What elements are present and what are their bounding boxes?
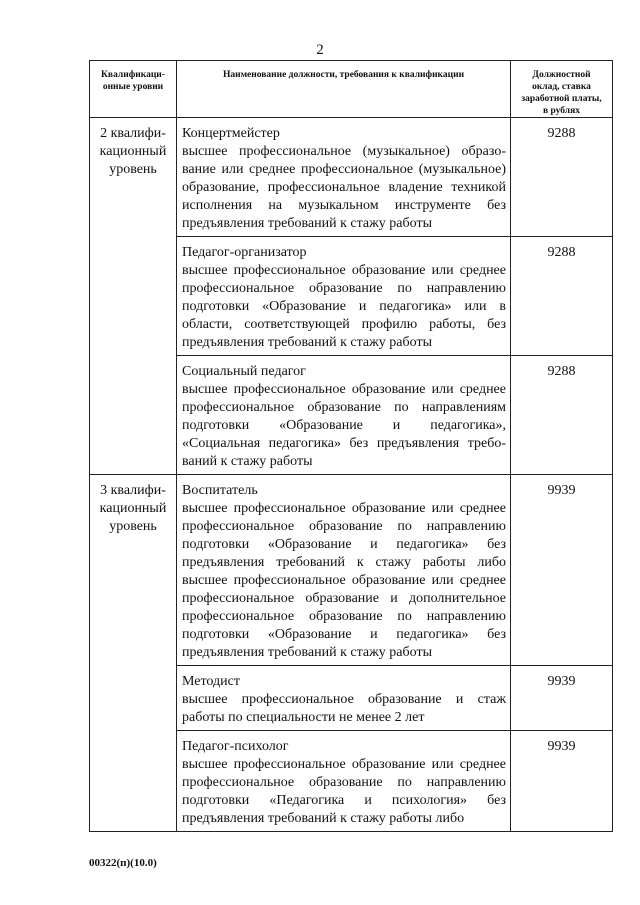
position-requirements: высшее профессиональное образование и стаж работы по специальности не менее 2 лет [182,692,506,725]
document-code: 00322(п)(10.0) [89,857,157,869]
position-cell [177,237,511,356]
position-requirements: высшее профессиональное (музыкальное) образование или среднее профессиональное (музыкальное) образование, профессиональное владение техникой исполнения на музыкальном инструменте без предъявления требований к стажу работы [182,144,506,231]
position-title: Воспитатель [182,483,258,498]
level-cell-3: 3 квалифи- кационный уровень [90,475,177,832]
header-name: Наименование должности, требования к квалификации [177,61,511,118]
position-requirements: высшее профессиональное образование или среднее профессиональное образование по направлению подготовки «Образование и педагогика» без предъявления требований к стажу работы либо высшее профессиональное образование или среднее профессиональное образование и дополнительное профессиональное образование по направлению подготовки «Образование и педагогика» без предъявления требований к стажу работы [182,501,506,660]
table-row [90,475,613,666]
position-title: Методист [182,674,240,689]
position-requirements: высшее профессиональное образование или среднее профессиональное образование по направлениям подготовки «Образование и педагогика», «Социальная педагогика» без предъявления требований к стажу работы [182,382,506,469]
salary-cell: 9288 [511,356,613,475]
table-header-row [90,61,613,118]
page-number: 2 [316,42,324,58]
position-title: Концертмейстер [182,126,280,141]
header-salary: Должностной оклад, ставка заработной платы, в рублях [511,61,613,118]
position-requirements: высшее профессиональное образование или среднее профессиональное образование по направлению подготовки «Образование и педагогика» или в области, соответствующей профилю работы, без предъявления требований к стажу работы [182,263,506,350]
salary-cell: 9288 [511,118,613,237]
salary-cell: 9939 [511,731,613,832]
qualification-table [89,60,613,832]
position-cell [177,666,511,731]
level-cell-2: 2 квалифи- кационный уровень [90,118,177,475]
header-level: Квалификаци- онные уровни [90,61,177,118]
position-cell [177,118,511,237]
salary-cell: 9288 [511,237,613,356]
salary-cell: 9939 [511,475,613,666]
position-requirements: высшее профессиональное образование или среднее профессиональное образование по направлению подготовки «Педагогика и психология» без предъявления требований к стажу работы либо [182,757,506,826]
position-cell [177,475,511,666]
position-title: Педагог-организатор [182,245,307,260]
position-cell [177,731,511,832]
position-title: Социальный педагог [182,364,306,379]
position-title: Педагог-психолог [182,739,289,754]
table-row [90,118,613,237]
salary-cell: 9939 [511,666,613,731]
position-cell [177,356,511,475]
